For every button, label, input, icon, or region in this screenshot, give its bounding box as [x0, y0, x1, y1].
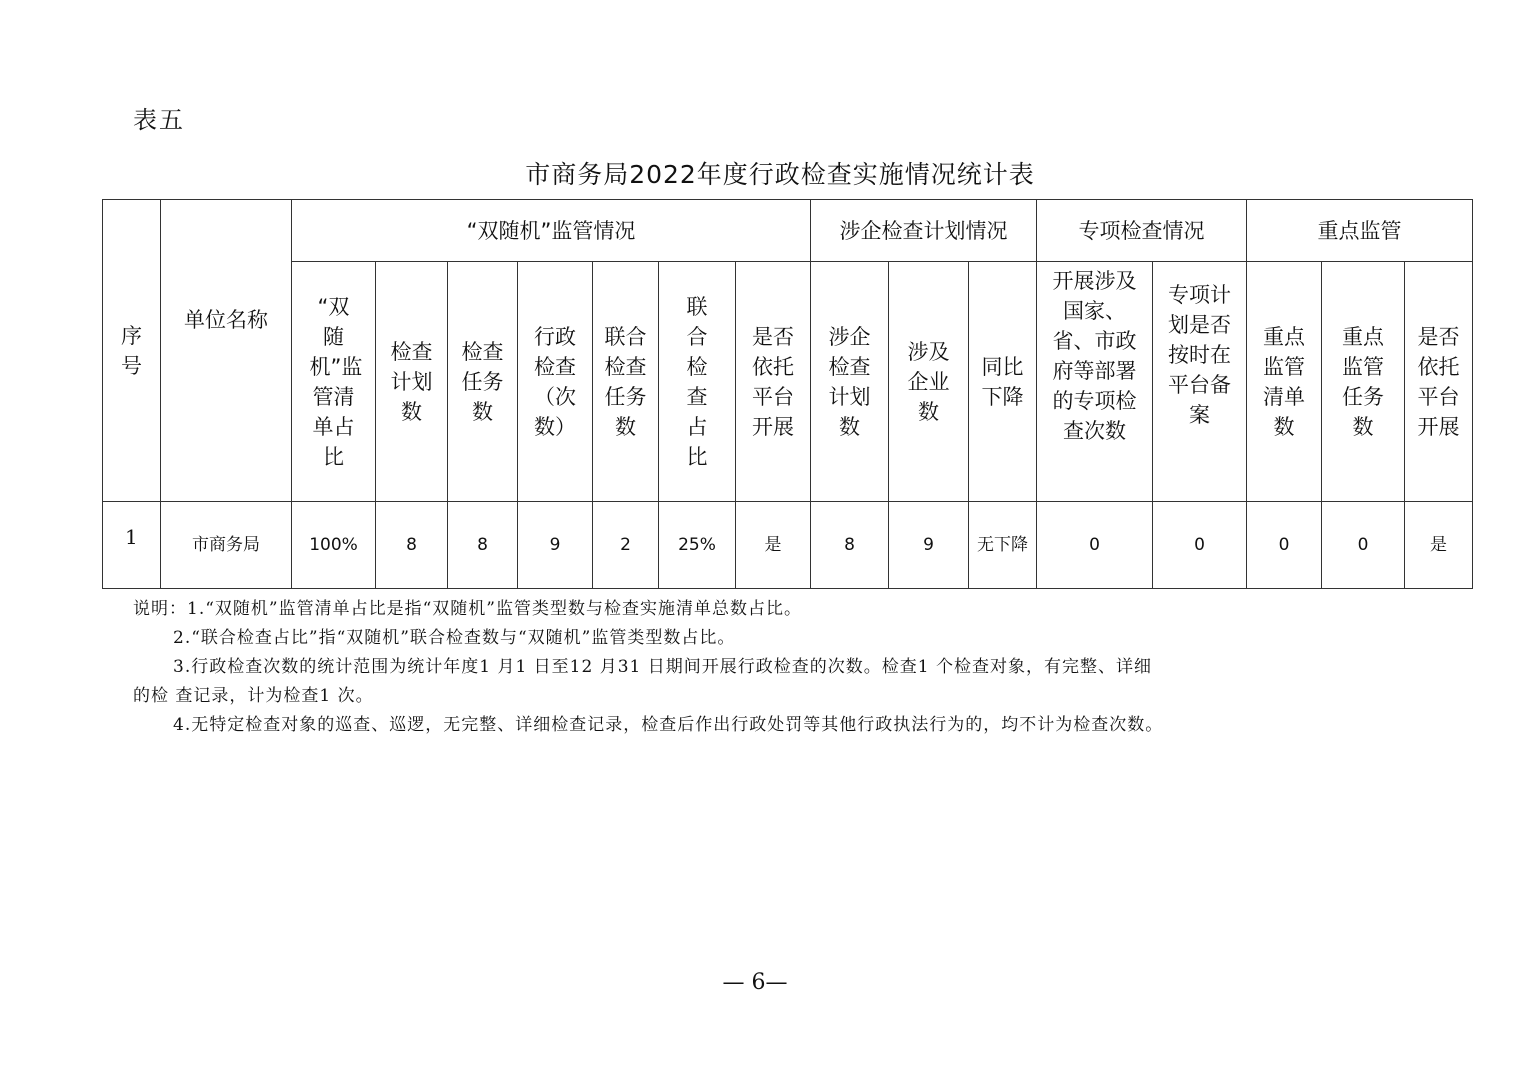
cell-unit: 市商务局 [161, 502, 292, 589]
cell-platform-based: 是 [736, 502, 811, 589]
note-3: 3.行政检查次数的统计范围为统计年度1 月1 日至12 月31 日期间开展行政检查的次数。检查1 个检查对象，有完整、详细 [173, 657, 1152, 677]
page-number: — 6— [722, 970, 788, 995]
header-special-inspection-times: 开展涉及国家、省、市政府等部署的专项检查次数 [1037, 262, 1153, 502]
header-yoy-decrease: 同比下降 [969, 262, 1037, 502]
header-key-task-count: 重点监管任务数 [1322, 262, 1405, 502]
header-unit-name: 单位名称 [161, 200, 292, 502]
statistics-table [102, 199, 1473, 589]
cell-key-list-count: 0 [1247, 502, 1322, 589]
header-special-inspection-group: 专项检查情况 [1037, 200, 1247, 262]
header-key-platform-based: 是否依托平台开展 [1405, 262, 1473, 502]
header-list-ratio: “双随机”监管清单占比 [292, 262, 376, 502]
notes-section [133, 595, 1393, 740]
header-special-plan-filed: 专项计划是否按时在平台备案 [1153, 262, 1247, 502]
header-key-list-count: 重点监管清单数 [1247, 262, 1322, 502]
cell-key-platform-based: 是 [1405, 502, 1473, 589]
cell-yoy-decrease: 无下降 [969, 502, 1037, 589]
cell-enterprise-count: 9 [889, 502, 969, 589]
header-seq: 序号 [103, 200, 161, 502]
header-joint-ratio: 联合检查占比 [659, 262, 736, 502]
cell-task-count: 8 [448, 502, 518, 589]
cell-enterprise-plan-count: 8 [811, 502, 889, 589]
note-3-continued: 的检 查记录，计为检查1 次。 [133, 686, 374, 706]
header-task-count: 检查任务数 [448, 262, 518, 502]
cell-joint-task-count: 2 [593, 502, 659, 589]
cell-admin-inspection-times: 9 [518, 502, 593, 589]
header-enterprise-count: 涉及企业数 [889, 262, 969, 502]
note-4: 4.无特定检查对象的巡查、巡逻，无完整、详细检查记录，检查后作出行政处罚等其他行政执法行为的，均不计为检查次数。 [173, 715, 1164, 735]
cell-seq: 1 [103, 502, 161, 589]
note-2: 2.“联合检查占比”指“双随机”联合检查数与“双随机”监管类型数占比。 [173, 628, 736, 648]
header-joint-task-count: 联合检查任务数 [593, 262, 659, 502]
header-platform-based: 是否依托平台开展 [736, 262, 811, 502]
header-enterprise-plan-count: 涉企检查计划数 [811, 262, 889, 502]
page-title: 市商务局2022年度行政检查实施情况统计表 [525, 160, 1035, 189]
table-row [103, 502, 1473, 589]
cell-special-inspection-times: 0 [1037, 502, 1153, 589]
header-key-supervision-group: 重点监管 [1247, 200, 1473, 262]
note-1: 说明：1.“双随机”监管清单占比是指“双随机”监管类型数与检查实施清单总数占比。 [133, 599, 802, 619]
cell-list-ratio: 100% [292, 502, 376, 589]
cell-special-plan-filed: 0 [1153, 502, 1247, 589]
cell-joint-ratio: 25% [659, 502, 736, 589]
header-admin-inspection-times: 行政检查（次数） [518, 262, 593, 502]
header-enterprise-plan-group: 涉企检查计划情况 [811, 200, 1037, 262]
header-double-random-group: “双随机”监管情况 [292, 200, 811, 262]
table-label: 表五 [133, 106, 185, 134]
cell-key-task-count: 0 [1322, 502, 1405, 589]
header-plan-count: 检查计划数 [376, 262, 448, 502]
cell-plan-count: 8 [376, 502, 448, 589]
